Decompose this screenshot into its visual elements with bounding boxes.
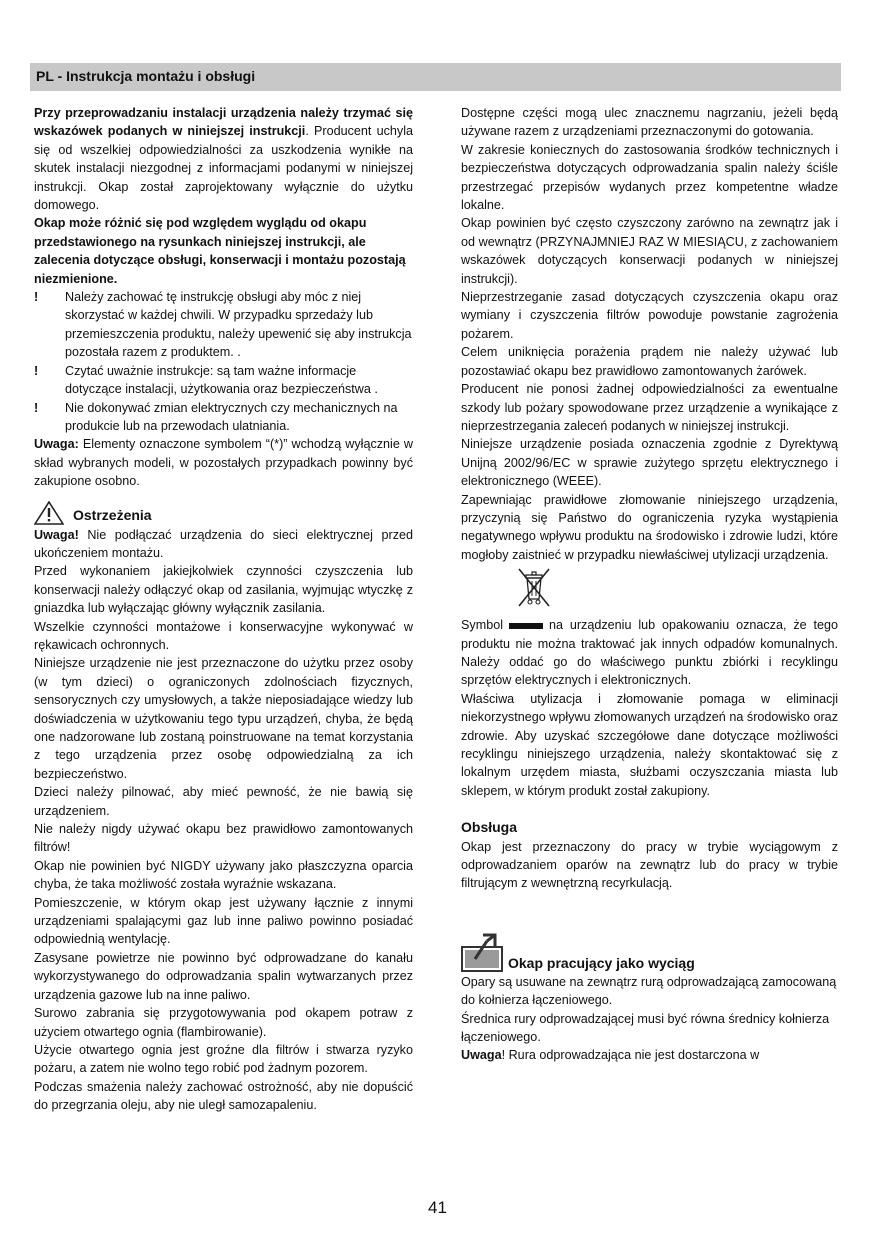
symbol-paragraph — [461, 616, 838, 690]
right-column — [461, 104, 838, 1065]
left-paragraph: Okap nie powinien być NIGDY używany jako płaszczyzna oparcia chyba, że taka możliwość została wyraźnie wskazana. — [34, 858, 413, 892]
left-paragraph: Użycie otwartego ognia jest groźne dla filtrów i stwarza ryzyko pożaru, a zatem nie wolno tego robić pod żadnym pozorem. — [34, 1042, 413, 1076]
exclamation-mark: ! — [34, 400, 39, 415]
left-paragraph: Wszelkie czynności montażowe i konserwacyjne wykonywać w rękawicach ochronnych. — [34, 619, 413, 652]
intro-tail: . Producent uchyla się od wszelkiej odpowiedzialności za uszkodzenia wynikłe na skutek instalacji niezgodnej z informacjami podanymi w niniejszej instrukcji. Okap został zaprojektowany wyłącznie do użytku domowego. — [34, 124, 413, 213]
list-item — [34, 399, 413, 436]
bar-symbol-icon — [509, 623, 543, 629]
model-note — [34, 435, 413, 490]
usage-heading — [461, 818, 838, 836]
warning-text: Nie podłączać urządzenia do sieci elektrycznej przed ukończeniem montażu. — [34, 527, 413, 560]
extraction-note-text: ! Rura odprowadzająca nie jest dostarczona w — [501, 1048, 760, 1063]
left-column — [34, 104, 413, 1115]
list-item-text: Nie dokonywać zmian elektrycznych czy mechanicznych na produkcie lub na przewodach ulatniania. — [65, 400, 398, 433]
list-item — [34, 288, 413, 362]
left-paragraph: Surowo zabrania się przygotowywania pod okapem potraw z użyciem otwartego ognia (flambirowanie). — [34, 1006, 413, 1039]
right-paragraph: Dostępne części mogą ulec znacznemu nagrzaniu, jeżeli będą używane razem z urządzeniami przeznaczonymi do gotowania. — [461, 106, 838, 139]
usage-paragraph: Okap jest przeznaczony do pracy w trybie wyciągowym z odprowadzaniem oparów na zewnątrz lub do pracy w trybie filtrującym z wewnętrzną recyrkulacją. — [461, 839, 838, 891]
right-paragraph: Celem uniknięcia porażenia prądem nie należy używać lub pozostawiać okapu bez prawidłowo zamontowanych żarówek. — [461, 345, 838, 378]
page-title: PL - Instrukcja montażu i obsługi — [36, 68, 256, 84]
left-paragraph: Przed wykonaniem jakiejkolwiek czynności czyszczenia lub konserwacji należy odłączyć okap od zasilania, wyjmując wtyczkę z gniazdka lub wyłączając główny wyłącznik zasilania. — [34, 564, 413, 616]
symbol-prefix: Symbol — [461, 618, 503, 633]
list-item — [34, 362, 413, 399]
right-paragraph: W zakresie koniecznych do zastosowania środków technicznych i bezpieczeństwa dotyczących odprowadzania spalin należy ściśle przestrzegać przepisów wydanych przez kompetentne władze lokalne. — [461, 142, 838, 213]
hood-extraction-icon — [461, 929, 505, 973]
note-text: Elementy oznaczone symbolem “(*)” wchodzą wyłącznie w skład wybranych modeli, w pozostałych przypadkach powinny być zakupione osobno. — [34, 437, 413, 489]
right-paragraph: Okap powinien być często czyszczony zarówno na zewnątrz jak i od wewnątrz (PRZYNAJMNIEJ RAZ W MIESIĄCU, z zachowaniem wskazówek dotyczących konserwacji podanych w niniejszej instrukcji). — [461, 216, 838, 286]
warnings-title: Ostrzeżenia — [73, 507, 152, 524]
right-paragraph: Nieprzestrzeganie zasad dotyczących czyszczenia okapu oraz wymiany i czyszczenia filtrów powoduje powstanie zagrożenia pożarem. — [461, 290, 838, 341]
extraction-line: Opary są usuwane na zewnątrz rurą odprowadzającą zamocowaną do kołnierza łączeniowego. — [461, 974, 837, 1008]
extraction-note-label: Uwaga — [461, 1048, 502, 1063]
extraction-note — [461, 1046, 838, 1064]
right-paragraph: Zapewniając prawidłowe złomowanie niniejszego urządzenia, przyczynią się Państwo do ograniczenia ryzyka wystąpienia negatywnego wpływu produktu na środowisko i zdrowie ludzi, które mogłoby zaistnieć w przypadku niewłaściwej utylizacji urządzenia. — [461, 492, 838, 562]
weee-figure — [461, 564, 838, 616]
extraction-title: Okap pracujący jako wyciąg — [508, 955, 695, 972]
left-paragraph: Zasysane powietrze nie powinno być odprowadzane do kanału wykorzystywanego do odprowadzania spalin wytwarzanych przez urządzenia gazowe lub na inne paliwo. — [34, 950, 413, 1002]
warnings-heading — [34, 501, 413, 525]
right-paragraph: Niniejsze urządzenie posiada oznaczenia zgodnie z Dyrektywą Unijną 2002/96/EC w sprawie zużytego sprzętu elektrycznego i elektronicznego (WEEE). — [461, 437, 838, 489]
list-item-text: Należy zachować tę instrukcję obsługi aby móc z niej skorzystać w każdej chwili. W przypadku sprzedaży lub przemieszczenia produktu, należy upewenić się aby instrukcja pozostała razem z produktem. . — [65, 290, 412, 360]
right-paragraph: Producent nie ponosi żadnej odpowiedzialności za ewentualne szkody lub pożary spowodowane przez urządzenie a wynikające z nieprzestrzegania zaleceń podanych w niniejszej instrukcji. — [461, 382, 838, 433]
usage-title: Obsługa — [461, 819, 518, 836]
warning-paragraph — [34, 526, 413, 563]
left-paragraph: Niniejsze urządzenie nie jest przeznaczone do użytku przez osoby (w tym dzieci) o ograniczonych zdolnościach fizycznych, sensorycznych czy umysłowych, a także nieposiadające wiedzy lub doświadczenia w użytkowaniu tego typu urządzeń, chyba, że będą one nadzorowane lub zostaną poinstruowane na temat korzystania z tego urządzenia przez osobę odpowiedzialną za ich bezpieczeństwo. — [34, 656, 413, 781]
disposal-paragraph: Właściwa utylizacja i złomowanie pomaga w eliminacji niekorzystnego wpływu złomowanych urządzeń na środowisko oraz zdrowie. Aby uzyskać szczegółowe dane dotyczące możliwości recyklingu niniejszego urządzenia, należy skontaktować się z lokalnym urzędem miasta, służbami oczyszczania miasta lub sklepem, w którym produkt został zakupiony. — [461, 691, 838, 798]
intro-paragraph — [34, 104, 413, 214]
appearance-note: Okap może różnić się pod względem wyglądu od okapu przedstawionego na rysunkach niniejszej instrukcji, ale zalecenia dotyczące obsługi, konserwacji i montażu pozostają niezmienione. — [34, 216, 406, 286]
section-header-bar — [30, 63, 841, 91]
left-paragraph: Podczas smażenia należy zachować ostrożność, aby nie dopuścić do przegrzania oleju, aby nie uległ samozapaleniu. — [34, 1079, 413, 1113]
left-paragraph: Dzieci należy pilnować, aby mieć pewność, że nie bawią się urządzeniem. — [34, 785, 413, 818]
crossed-bin-icon — [515, 566, 553, 608]
symbol-text: na urządzeniu lub opakowaniu oznacza, że tego produktu nie można traktować jak innych odpadów komunalnych. Należy oddać go do właściwego punktu zbiórki i recyklingu sprzętów elektrycznych i elektronicznych. — [461, 618, 838, 688]
intro-bold: Przy przeprowadzaniu instalacji urządzenia należy trzymać się wskazówek podanych w niniejszej instrukcji — [34, 106, 413, 139]
list-item-text: Czytać uważnie instrukcje: są tam ważne informacje dotyczące instalacji, użytkowania oraz bezpieczeństwa . — [65, 363, 378, 397]
extraction-heading — [461, 929, 838, 973]
left-paragraph: Nie należy nigdy używać okapu bez prawidłowo zamontowanych filtrów! — [34, 822, 413, 855]
extraction-line: Średnica rury odprowadzającej musi być równa średnicy kołnierza łączeniowego. — [461, 1011, 830, 1045]
exclamation-mark: ! — [34, 363, 39, 378]
page-number: 41 — [428, 1198, 447, 1217]
exclamation-mark: ! — [34, 290, 39, 305]
warning-label: Uwaga! — [34, 527, 79, 542]
left-paragraph: Pomieszczenie, w którym okap jest używany łącznie z innymi urządzeniami spalającymi gaz lub inne paliwo powinno posiadać odpowiednią wentylację. — [34, 895, 413, 947]
note-label: Uwaga: — [34, 437, 79, 452]
warning-triangle-icon — [34, 501, 64, 525]
